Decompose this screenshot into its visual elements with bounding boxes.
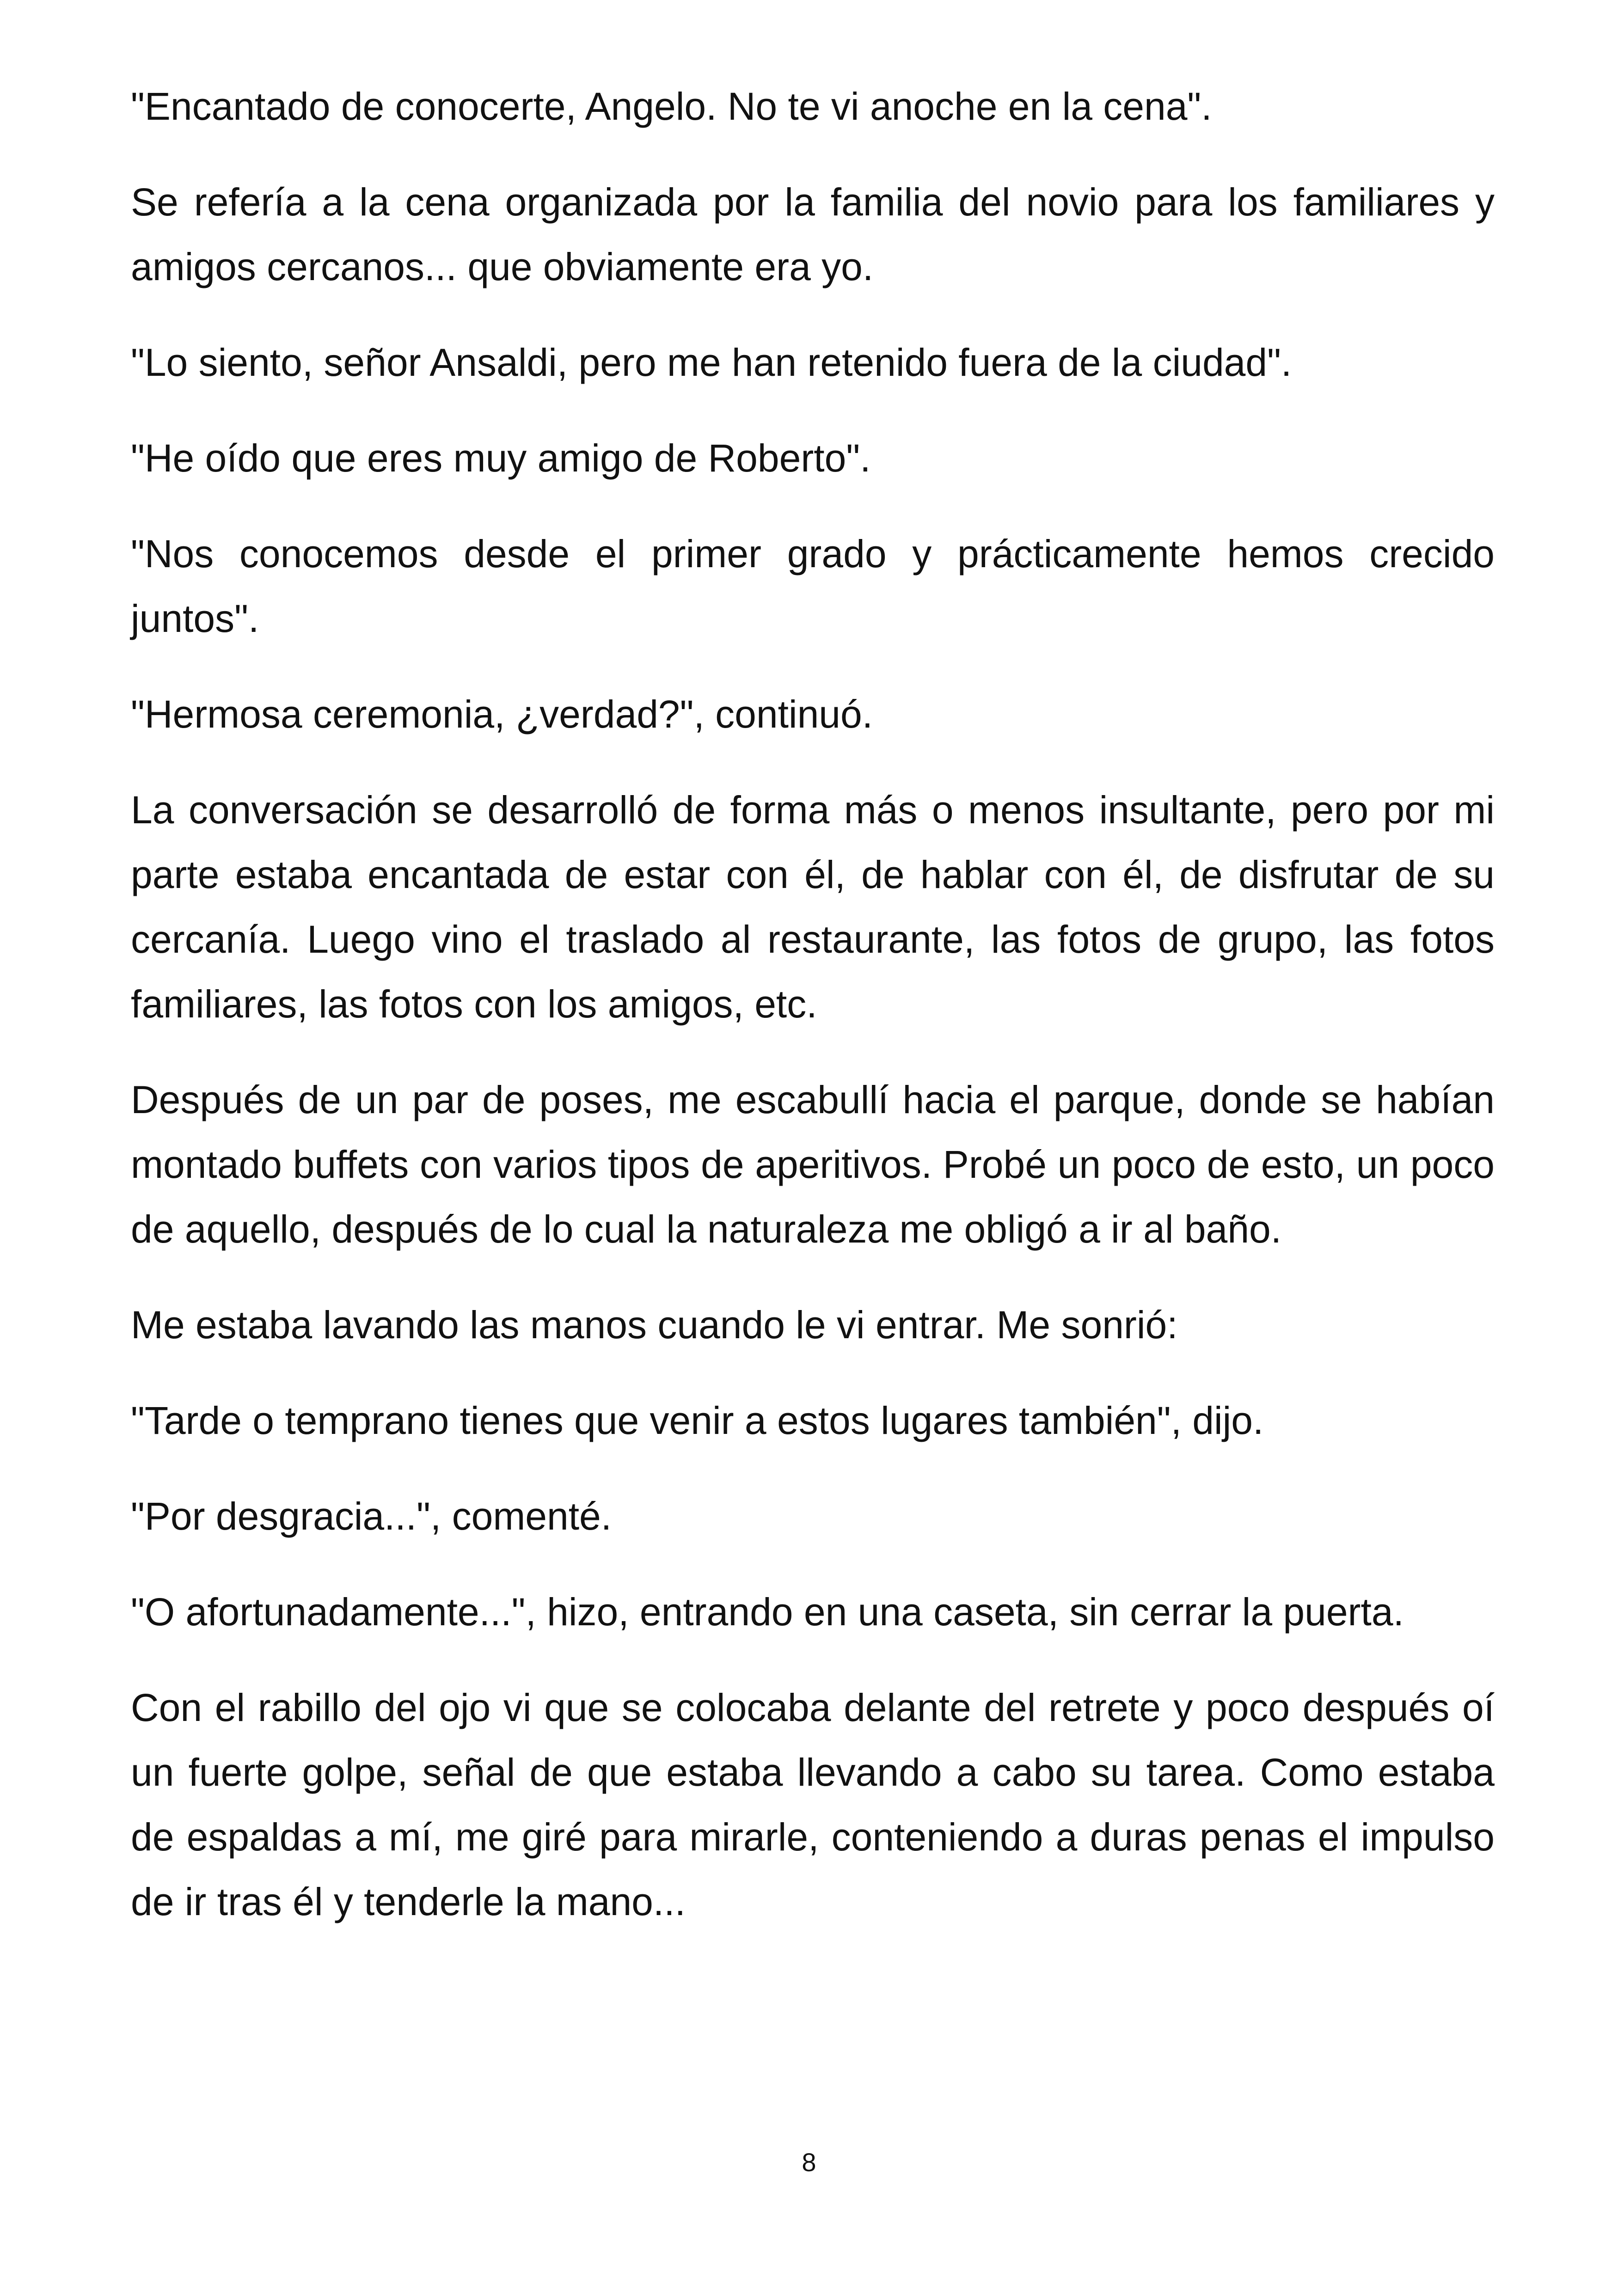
paragraph-1: "Encantado de conocerte, Angelo. No te vi anoche en la cena". xyxy=(131,85,1212,128)
paragraph-9: Me estaba lavando las manos cuando le vi entrar. Me sonrió: xyxy=(131,1303,1178,1347)
paragraph-13: Con el rabillo del ojo vi que se colocaba delante del retrete y poco después oí un fuerte golpe, señal de que estaba llevando a cabo su tarea. Como estaba de espaldas a mí, me giré para mirarle, conteniendo a duras penas el impulso de ir tras él y tenderle la mano... xyxy=(131,1686,1495,1923)
paragraph-6: "Hermosa ceremonia, ¿verdad?", continuó. xyxy=(131,692,873,736)
page-number: 8 xyxy=(802,2148,816,2177)
paragraph-2: Se refería a la cena organizada por la familia del novio para los familiares y amigos cercanos... que obviamente era yo. xyxy=(131,180,1495,288)
paragraph-10: "Tarde o temprano tienes que venir a estos lugares también", dijo. xyxy=(131,1399,1264,1442)
paragraph-4: "He oído que eres muy amigo de Roberto". xyxy=(131,436,871,480)
paragraph-8: Después de un par de poses, me escabullí hacia el parque, donde se habían montado buffets con varios tipos de aperitivos. Probé un poco de esto, un poco de aquello, después de lo cual la naturaleza me obligó a ir al baño. xyxy=(131,1078,1495,1251)
paragraph-5: "Nos conocemos desde el primer grado y prácticamente hemos crecido juntos". xyxy=(131,532,1495,640)
paragraph-11: "Por desgracia...", comenté. xyxy=(131,1494,612,1538)
paragraph-7: La conversación se desarrolló de forma más o menos insultante, pero por mi parte estaba encantada de estar con él, de hablar con él, de disfrutar de su cercanía. Luego vino el traslado al restaurante, las fotos de grupo, las fotos familiares, las fotos con los amigos, etc. xyxy=(131,788,1495,1026)
paragraph-3: "Lo siento, señor Ansaldi, pero me han retenido fuera de la ciudad". xyxy=(131,341,1292,384)
text-body xyxy=(131,74,1495,1965)
paragraph-12: "O afortunadamente...", hizo, entrando en una caseta, sin cerrar la puerta. xyxy=(131,1590,1404,1634)
